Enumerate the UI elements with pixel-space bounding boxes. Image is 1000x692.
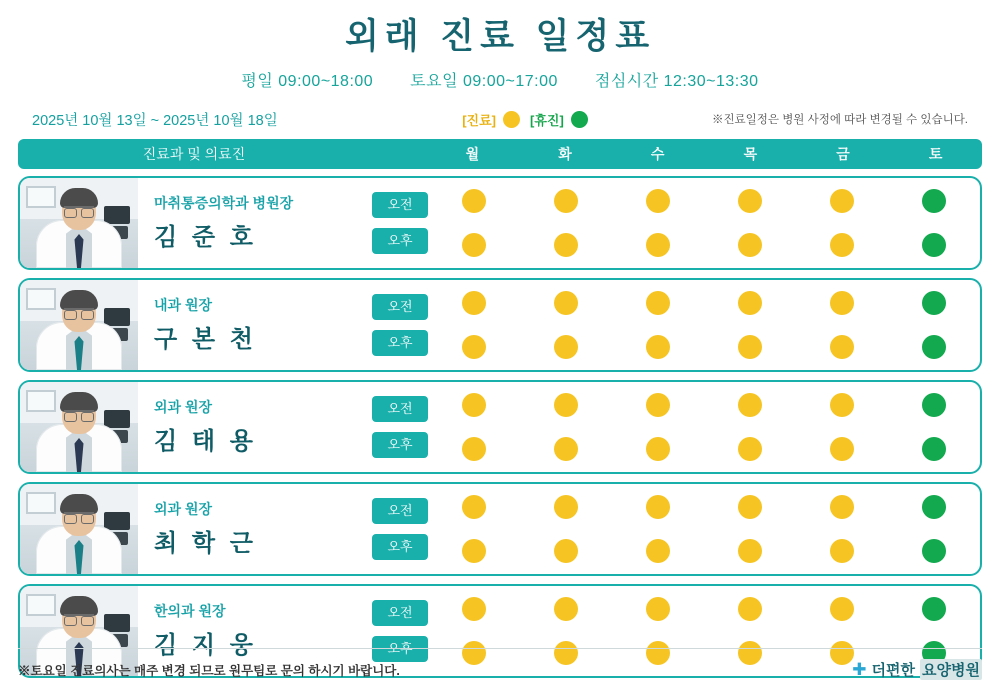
legend-open-label: [진료]	[462, 112, 496, 128]
schedule-cell-am-1	[428, 189, 520, 213]
schedule-cell-am-1	[428, 291, 520, 315]
schedule-cell-pm-2	[520, 437, 612, 461]
logo-text-1: 더편한	[871, 662, 916, 679]
schedule-cell-pm-6	[888, 539, 980, 563]
schedule-cell-am-5	[796, 291, 888, 315]
schedule-cell-pm-4	[704, 437, 796, 461]
table-row	[18, 176, 982, 270]
hospital-logo	[852, 659, 982, 680]
legend-open	[462, 110, 520, 129]
open-dot-icon	[646, 393, 670, 417]
photo-frame-icon	[26, 288, 56, 310]
photo-hair	[60, 494, 98, 514]
slot-am-label: 오전	[372, 498, 428, 524]
schedule-cell-am-6	[888, 393, 980, 417]
availability-row-am	[428, 587, 980, 631]
availability-grid	[428, 484, 980, 574]
open-dot-icon	[646, 597, 670, 621]
hours-lunch: 점심시간 12:30~13:30	[594, 73, 759, 90]
schedule-cell-pm-6	[888, 335, 980, 359]
availability-row-am	[428, 383, 980, 427]
photo-monitor-icon	[104, 206, 130, 224]
availability-grid	[428, 280, 980, 370]
open-dot-icon	[462, 189, 486, 213]
legend	[362, 110, 688, 129]
schedule-cell-am-1	[428, 597, 520, 621]
closed-dot-icon	[922, 437, 946, 461]
open-dot-icon	[554, 597, 578, 621]
doctor-photo	[20, 178, 138, 268]
schedule-cell-pm-4	[704, 233, 796, 257]
availability-row-am	[428, 281, 980, 325]
schedule-cell-am-2	[520, 291, 612, 315]
footer-note: ※토요일 진료의사는 매주 변경 되므로 원무팀로 문의 하시기 바랍니다.	[18, 663, 400, 678]
open-dot-icon	[738, 189, 762, 213]
doctor-info	[138, 178, 372, 268]
open-dot-icon	[646, 335, 670, 359]
closed-dot-icon	[922, 335, 946, 359]
slot-pm-label: 오후	[372, 228, 428, 254]
legend-closed-label: [휴진]	[530, 112, 564, 128]
hours-weekday: 평일 09:00~18:00	[241, 73, 374, 90]
open-dot-icon	[554, 291, 578, 315]
open-dot-icon	[554, 437, 578, 461]
open-dot-icon	[462, 597, 486, 621]
closed-dot-icon	[922, 393, 946, 417]
schedule-cell-am-3	[612, 291, 704, 315]
slot-am-label: 오전	[372, 192, 428, 218]
logo-text-2: 요양병원	[920, 659, 982, 680]
glasses-icon	[64, 206, 94, 214]
schedule-cell-am-4	[704, 597, 796, 621]
date-range: 2025년 10월 13일 ~ 2025년 10월 18일	[32, 112, 278, 129]
open-dot-icon	[646, 233, 670, 257]
schedule-cell-pm-5	[796, 335, 888, 359]
open-dot-icon	[738, 437, 762, 461]
legend-open-dot-icon	[503, 111, 520, 128]
schedule-cell-pm-1	[428, 335, 520, 359]
meta-row	[18, 107, 982, 131]
doctor-department: 마취통증의학과 병원장	[154, 194, 294, 211]
schedule-cell-am-1	[428, 495, 520, 519]
open-dot-icon	[738, 597, 762, 621]
photo-hair	[60, 596, 98, 616]
open-dot-icon	[830, 393, 854, 417]
footer	[18, 648, 982, 680]
doctor-info	[138, 280, 372, 370]
schedule-cell-am-2	[520, 393, 612, 417]
schedule-cell-am-6	[888, 495, 980, 519]
slot-pm-label: 오후	[372, 534, 428, 560]
photo-hair	[60, 188, 98, 208]
availability-row-am	[428, 179, 980, 223]
schedule-cell-am-3	[612, 495, 704, 519]
photo-frame-icon	[26, 186, 56, 208]
schedule-cell-am-4	[704, 495, 796, 519]
open-dot-icon	[554, 233, 578, 257]
availability-row-pm	[428, 529, 980, 573]
open-dot-icon	[646, 437, 670, 461]
closed-dot-icon	[922, 291, 946, 315]
schedule-cell-pm-6	[888, 233, 980, 257]
schedule-cell-am-5	[796, 597, 888, 621]
hours-line	[18, 68, 982, 91]
legend-closed	[530, 110, 588, 129]
doctor-department: 외과 원장	[154, 500, 212, 517]
schedule-cell-am-4	[704, 189, 796, 213]
page-title: 외래 진료 일정표	[344, 17, 656, 56]
header-day-sat: 토	[928, 146, 943, 162]
schedule-cell-am-6	[888, 291, 980, 315]
hours-saturday: 토요일 09:00~17:00	[410, 73, 558, 90]
open-dot-icon	[462, 393, 486, 417]
schedule-cell-pm-5	[796, 437, 888, 461]
photo-hair	[60, 290, 98, 310]
doctor-name: 김 준 호	[154, 224, 257, 252]
open-dot-icon	[646, 539, 670, 563]
closed-dot-icon	[922, 597, 946, 621]
open-dot-icon	[830, 189, 854, 213]
glasses-icon	[64, 614, 94, 622]
schedule-cell-am-6	[888, 597, 980, 621]
schedule-cell-am-4	[704, 291, 796, 315]
header-doctor-column: 진료과 및 의료진	[142, 146, 246, 162]
schedule-cell-pm-1	[428, 437, 520, 461]
slot-pm-label: 오후	[372, 636, 428, 662]
photo-monitor-icon	[104, 512, 130, 530]
closed-dot-icon	[922, 495, 946, 519]
schedule-cell-am-5	[796, 189, 888, 213]
doctor-department: 내과 원장	[154, 296, 212, 313]
closed-dot-icon	[922, 233, 946, 257]
open-dot-icon	[462, 437, 486, 461]
schedule-cell-am-2	[520, 495, 612, 519]
schedule-cell-am-3	[612, 189, 704, 213]
open-dot-icon	[738, 539, 762, 563]
schedule-cell-pm-6	[888, 437, 980, 461]
header-day-wed: 수	[650, 146, 665, 162]
open-dot-icon	[462, 495, 486, 519]
schedule-cell-pm-2	[520, 335, 612, 359]
table-header	[18, 139, 982, 169]
doctor-name: 구 본 천	[154, 326, 257, 354]
slot-pm-label: 오후	[372, 432, 428, 458]
slot-am-label: 오전	[372, 396, 428, 422]
photo-monitor-icon	[104, 410, 130, 428]
slot-am-label: 오전	[372, 600, 428, 626]
schedule-cell-am-3	[612, 597, 704, 621]
schedule-cell-am-2	[520, 597, 612, 621]
table-row	[18, 380, 982, 474]
schedule-cell-pm-5	[796, 233, 888, 257]
doctor-name: 최 학 근	[154, 530, 257, 558]
cross-icon: ✚	[852, 660, 867, 679]
glasses-icon	[64, 512, 94, 520]
schedule-cell-pm-2	[520, 233, 612, 257]
photo-monitor-icon	[104, 308, 130, 326]
photo-frame-icon	[26, 492, 56, 514]
open-dot-icon	[462, 291, 486, 315]
doctor-department: 외과 원장	[154, 398, 212, 415]
schedule-cell-pm-1	[428, 233, 520, 257]
table-row	[18, 278, 982, 372]
schedule-cell-pm-3	[612, 437, 704, 461]
open-dot-icon	[554, 393, 578, 417]
availability-row-pm	[428, 325, 980, 369]
open-dot-icon	[554, 539, 578, 563]
slot-labels	[372, 382, 428, 472]
open-dot-icon	[462, 233, 486, 257]
schedule-cell-am-2	[520, 189, 612, 213]
doctor-info	[138, 382, 372, 472]
closed-dot-icon	[922, 539, 946, 563]
open-dot-icon	[738, 393, 762, 417]
closed-dot-icon	[922, 189, 946, 213]
open-dot-icon	[554, 335, 578, 359]
availability-row-am	[428, 485, 980, 529]
slot-am-label: 오전	[372, 294, 428, 320]
doctor-name: 김 태 용	[154, 428, 257, 456]
photo-frame-icon	[26, 594, 56, 616]
open-dot-icon	[646, 495, 670, 519]
table-row	[18, 482, 982, 576]
open-dot-icon	[830, 597, 854, 621]
open-dot-icon	[554, 495, 578, 519]
slot-labels	[372, 484, 428, 574]
schedule-cell-pm-4	[704, 335, 796, 359]
doctor-photo	[20, 280, 138, 370]
open-dot-icon	[830, 437, 854, 461]
open-dot-icon	[738, 291, 762, 315]
schedule-cell-pm-4	[704, 539, 796, 563]
schedule-cell-pm-3	[612, 233, 704, 257]
schedule-cell-am-3	[612, 393, 704, 417]
doctor-name: 김 지 웅	[154, 632, 257, 660]
availability-grid	[428, 382, 980, 472]
open-dot-icon	[738, 335, 762, 359]
open-dot-icon	[738, 233, 762, 257]
availability-row-pm	[428, 427, 980, 471]
header-day-thu: 목	[743, 146, 758, 162]
schedule-cell-am-4	[704, 393, 796, 417]
schedule-cell-am-5	[796, 495, 888, 519]
schedule-cell-pm-3	[612, 539, 704, 563]
open-dot-icon	[646, 189, 670, 213]
open-dot-icon	[830, 335, 854, 359]
open-dot-icon	[462, 539, 486, 563]
glasses-icon	[64, 308, 94, 316]
doctor-photo	[20, 382, 138, 472]
notice-text: ※진료일정은 병원 사정에 따라 변경될 수 있습니다.	[711, 114, 968, 126]
doctor-department: 한의과 원장	[154, 602, 226, 619]
doctor-photo	[20, 484, 138, 574]
availability-row-pm	[428, 223, 980, 267]
open-dot-icon	[830, 233, 854, 257]
doctor-info	[138, 484, 372, 574]
slot-pm-label: 오후	[372, 330, 428, 356]
open-dot-icon	[554, 189, 578, 213]
open-dot-icon	[830, 495, 854, 519]
header-day-mon: 월	[465, 146, 480, 162]
schedule-rows	[18, 176, 982, 678]
schedule-cell-pm-5	[796, 539, 888, 563]
photo-frame-icon	[26, 390, 56, 412]
open-dot-icon	[830, 291, 854, 315]
open-dot-icon	[830, 539, 854, 563]
slot-labels	[372, 280, 428, 370]
schedule-cell-pm-1	[428, 539, 520, 563]
legend-closed-dot-icon	[571, 111, 588, 128]
glasses-icon	[64, 410, 94, 418]
schedule-cell-am-5	[796, 393, 888, 417]
open-dot-icon	[462, 335, 486, 359]
schedule-cell-am-1	[428, 393, 520, 417]
open-dot-icon	[646, 291, 670, 315]
schedule-cell-pm-3	[612, 335, 704, 359]
photo-hair	[60, 392, 98, 412]
header-day-tue: 화	[558, 146, 572, 162]
schedule-cell-am-6	[888, 189, 980, 213]
schedule-cell-pm-2	[520, 539, 612, 563]
availability-grid	[428, 178, 980, 268]
header-day-fri: 금	[836, 146, 850, 162]
open-dot-icon	[738, 495, 762, 519]
slot-labels	[372, 178, 428, 268]
photo-monitor-icon	[104, 614, 130, 632]
